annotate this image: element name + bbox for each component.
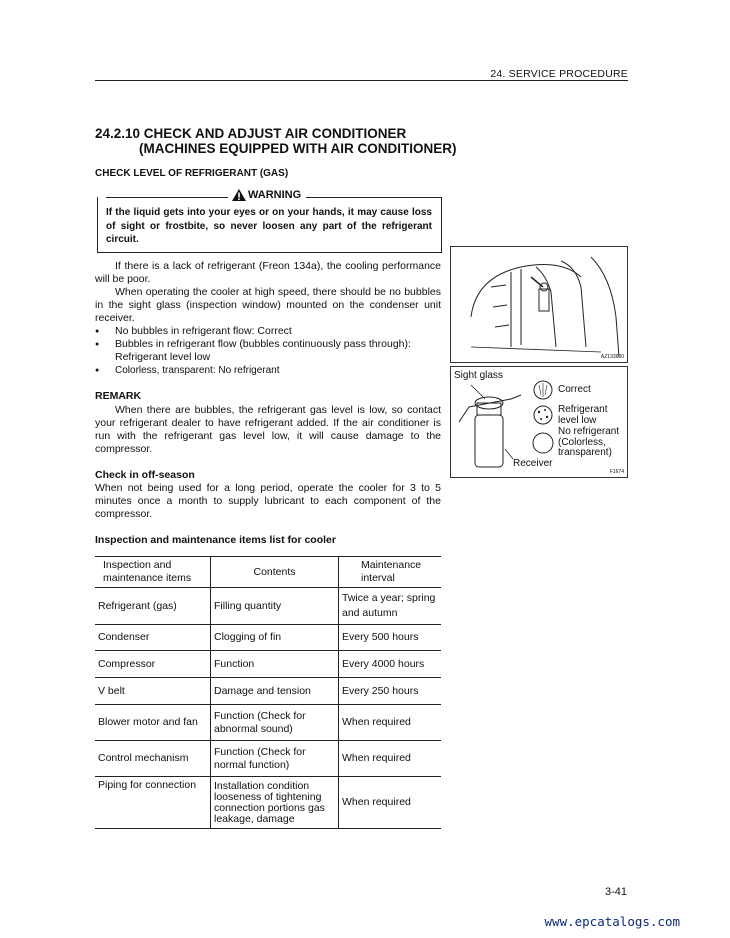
footer-url[interactable]: www.epcatalogs.com xyxy=(544,914,680,929)
low-label-line-2: level low xyxy=(558,415,597,426)
subsection-title: CHECK LEVEL OF REFRIGERANT (GAS) xyxy=(95,168,289,179)
header-cell: Inspection and maintenance items xyxy=(95,557,211,588)
none-label-line-2: (Colorless, xyxy=(558,436,606,448)
low-label-line-1: Refrigerant xyxy=(558,404,608,415)
table-cell: Every 250 hours xyxy=(339,678,442,705)
table-row xyxy=(95,705,441,741)
bullet-item: ● Bubbles in refrigerant flow (bubbles continuously pass through): Refrigerant level low xyxy=(95,338,441,364)
table-header-row xyxy=(95,557,441,588)
page-number: 3-41 xyxy=(604,886,627,898)
table-row xyxy=(95,777,441,829)
table-cell: Control mechanism xyxy=(95,741,211,777)
no-refrigerant-label xyxy=(558,427,619,459)
table-cell: Function (Check for abnormal sound) xyxy=(211,705,339,741)
table-cell: Function (Check for normal function) xyxy=(211,741,339,777)
table-cell: Condenser xyxy=(95,625,211,651)
paragraph-1: If there is a lack of refrigerant (Freon 134a), the cooling performance will be poor. xyxy=(95,260,441,285)
table-cell: Twice a year; spring and autumn xyxy=(339,588,442,625)
figure-condenser-location xyxy=(450,246,628,363)
bullet-list xyxy=(95,325,441,377)
table-cell: Every 4000 hours xyxy=(339,651,442,678)
table-cell: V belt xyxy=(95,678,211,705)
table-cell: Refrigerant (gas) xyxy=(95,588,211,625)
title-line-1: 24.2.10 CHECK AND ADJUST AIR CONDITIONER xyxy=(95,126,407,141)
table-row xyxy=(95,588,441,625)
receiver-label: Receiver xyxy=(513,458,553,469)
table-cell: Every 500 hours xyxy=(339,625,442,651)
offseason-title: Check in off-season xyxy=(95,469,195,481)
remark-text: When there are bubbles, the refrigerant gas level is low, so contact your refrigerant dealer to have refrigerant added. If the air conditioner is run with the refrigerant gas level low, it will cause damage to the compressor. xyxy=(95,404,441,455)
low-label xyxy=(558,404,607,426)
warning-text: If the liquid gets into your eyes or on your hands, it may cause loss of sight or frostbite, so never loosen any part of the refrigerant circuit. xyxy=(106,207,432,245)
header-rule xyxy=(95,80,628,81)
condenser-illustration xyxy=(451,247,627,362)
section-title xyxy=(95,126,457,156)
header-cell: Contents xyxy=(211,557,339,588)
figure-2-code: F1674 xyxy=(609,469,624,475)
correct-label: Correct xyxy=(558,384,591,395)
none-label-line-1: No refrigerant xyxy=(558,426,620,437)
table-row xyxy=(95,651,441,678)
bullet-item: ● Colorless, transparent: No refrigerant xyxy=(95,364,441,377)
paragraph-2: When operating the cooler at high speed, there should be no bubbles in the sight glass (inspection window) mounted on the condenser unit receiver. xyxy=(95,286,441,324)
table-cell: When required xyxy=(339,705,442,741)
offseason-text: When not being used for a long period, operate the cooler for 3 to 5 minutes once a month to supply lubricant to each component of the compressor. xyxy=(95,482,441,520)
title-line-2: (MACHINES EQUIPPED WITH AIR CONDITIONER) xyxy=(139,141,457,156)
sight-glass-label: Sight glass xyxy=(454,370,503,381)
remark-title: REMARK xyxy=(95,390,142,402)
table-cell: Filling quantity xyxy=(211,588,339,625)
maintenance-table xyxy=(95,556,441,829)
header-cell: Maintenance interval xyxy=(339,557,442,588)
figure-1-code: AZ133600 xyxy=(600,354,624,360)
table-title: Inspection and maintenance items list for cooler xyxy=(95,534,336,546)
table-row xyxy=(95,678,441,705)
none-label-line-3: transparent) xyxy=(558,447,612,458)
table-cell: Compressor xyxy=(95,651,211,678)
table-row xyxy=(95,741,441,777)
bullet-item: ● No bubbles in refrigerant flow: Correct xyxy=(95,325,441,338)
table-cell: Blower motor and fan xyxy=(95,705,211,741)
table-cell: Function xyxy=(211,651,339,678)
warning-label: WARNING xyxy=(248,189,302,201)
section-header: 24. SERVICE PROCEDURE xyxy=(490,68,628,80)
table-cell: When required xyxy=(339,741,442,777)
table-cell: Clogging of fin xyxy=(211,625,339,651)
table-cell: Damage and tension xyxy=(211,678,339,705)
table-row xyxy=(95,625,441,651)
table-cell: Piping for connection xyxy=(95,777,211,829)
figure-sight-glass xyxy=(450,366,628,478)
table-cell: Installation condition looseness of tightening connection portions gas leakage, damage xyxy=(211,777,339,829)
table-cell: When required xyxy=(339,777,442,829)
